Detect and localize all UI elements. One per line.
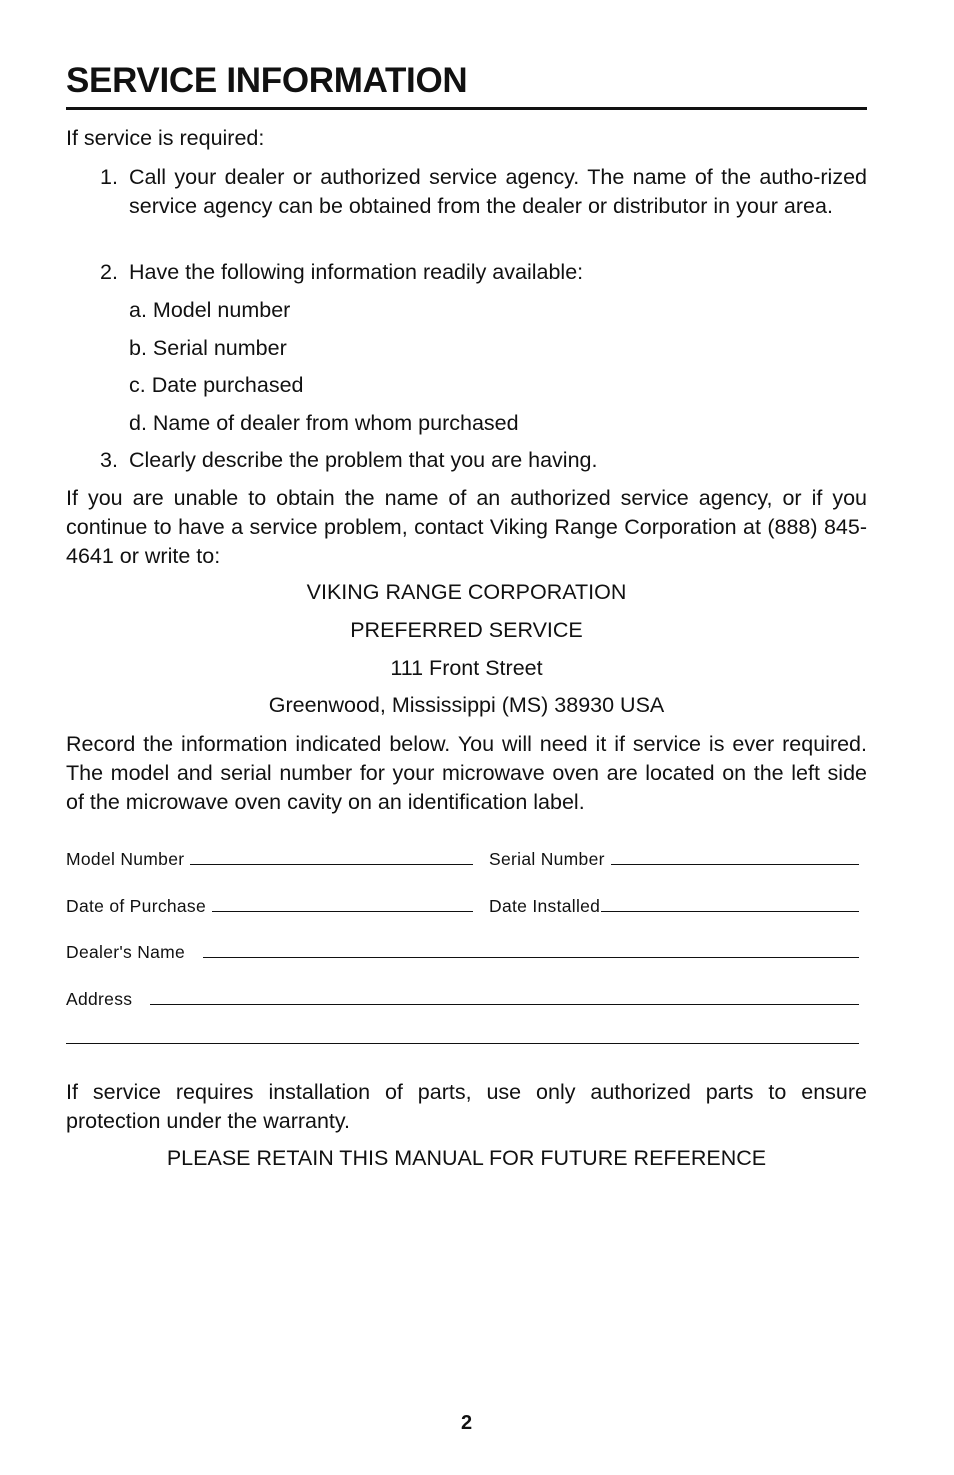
address-department: PREFERRED SERVICE — [350, 618, 583, 642]
sub-item-dealer-name: d. Name of dealer from whom purchased — [129, 411, 519, 435]
date-installed-field[interactable] — [489, 894, 859, 916]
form-row-model-serial — [66, 847, 867, 869]
address-street: 111 Front Street — [390, 656, 543, 680]
intro-text: If service is required: — [66, 126, 265, 150]
dealers-name-label: Dealer's Name — [66, 942, 186, 962]
step-number: 3. — [100, 448, 118, 472]
form-row-dates — [66, 894, 867, 916]
address-company: VIKING RANGE CORPORATION — [306, 580, 627, 604]
dealers-name-blank[interactable] — [203, 940, 859, 958]
date-of-purchase-field[interactable] — [66, 894, 473, 916]
serial-number-blank[interactable] — [611, 847, 859, 865]
record-paragraph: Record the information indicated below. You will need it if service is ever required. The model and serial number for your microwave oven are located on the left side of the microwave oven cavity on an identification label. — [66, 732, 867, 814]
step-text: Have the following information readily available: — [129, 260, 584, 284]
step-number: 2. — [100, 260, 118, 284]
page-number: 2 — [460, 1412, 473, 1434]
model-number-field[interactable] — [66, 847, 473, 869]
sub-item-date-purchased: c. Date purchased — [129, 373, 304, 397]
serial-number-field[interactable] — [489, 847, 859, 869]
step-text: Clearly describe the problem that you are having. — [129, 448, 598, 472]
address-label: Address — [66, 989, 133, 1009]
page-title: SERVICE INFORMATION — [66, 61, 468, 100]
form-row-address — [66, 987, 867, 1009]
dealers-name-field[interactable] — [66, 940, 859, 962]
form-row-dealer — [66, 940, 867, 962]
step-3 — [100, 446, 867, 475]
address-city: Greenwood, Mississippi (MS) 38930 USA — [268, 693, 665, 717]
retain-notice: PLEASE RETAIN THIS MANUAL FOR FUTURE REFERENCE — [166, 1146, 767, 1170]
parts-paragraph: If service requires installation of parts, use only authorized parts to ensure protection under the warranty. — [66, 1080, 867, 1133]
contact-paragraph: If you are unable to obtain the name of an authorized service agency, or if you continue to have a service problem, contact Viking Range Corporation at (888) 845-4641 or write to: — [66, 486, 867, 568]
date-installed-blank[interactable] — [601, 894, 859, 912]
address-blank[interactable] — [150, 987, 859, 1005]
model-number-label: Model Number — [66, 849, 185, 869]
address-field[interactable] — [66, 987, 859, 1009]
model-number-blank[interactable] — [190, 847, 473, 865]
date-of-purchase-blank[interactable] — [212, 894, 473, 912]
sub-item-model-number: a. Model number — [129, 298, 291, 322]
step-2 — [100, 258, 867, 287]
step-1 — [100, 163, 867, 221]
address-line-2-blank[interactable] — [66, 1043, 859, 1044]
step-text: Call your dealer or authorized service agency. The name of the autho-rized service agency can be obtained from the dealer or distributor in your area. — [129, 165, 867, 218]
step-number: 1. — [100, 165, 118, 189]
date-of-purchase-label: Date of Purchase — [66, 896, 207, 916]
serial-number-label: Serial Number — [489, 849, 605, 869]
date-installed-label: Date Installed — [489, 896, 601, 916]
title-underline — [66, 107, 867, 110]
sub-item-serial-number: b. Serial number — [129, 336, 287, 360]
